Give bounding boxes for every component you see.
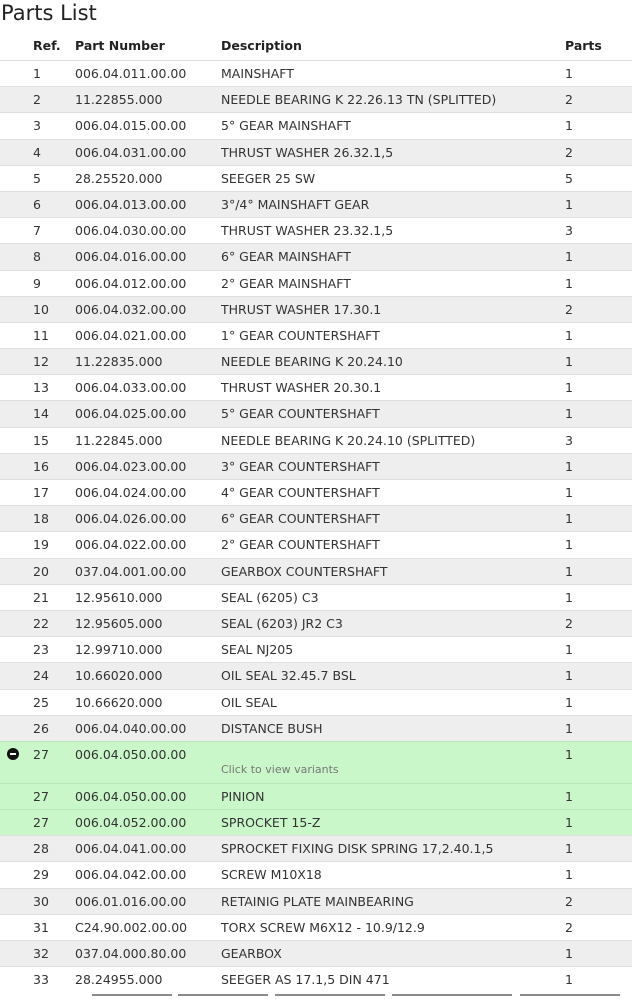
cell-ref: 20 — [33, 563, 49, 579]
table-row[interactable] — [0, 400, 632, 426]
table-row[interactable] — [0, 270, 632, 296]
cell-ref: 8 — [33, 249, 41, 265]
cell-ref: 27 — [33, 788, 49, 804]
cell-parts: 3 — [565, 223, 573, 239]
cell-parts: 2 — [565, 144, 573, 160]
cell-parts: 1 — [565, 485, 573, 500]
cell-ref: 10 — [33, 301, 49, 317]
cell-ref: 9 — [33, 275, 41, 291]
cut-off-footer-text — [0, 991, 632, 999]
table-row[interactable] — [0, 374, 632, 400]
cell-parts: 1 — [565, 563, 573, 579]
cell-parts: 1 — [565, 694, 573, 710]
cell-parts: 3 — [565, 432, 573, 448]
cell-parts: 1 — [565, 972, 573, 988]
cell-part-number: 006.04.052.00.00 — [75, 815, 187, 831]
cell-description: THRUST WASHER 20.30.1 — [221, 380, 382, 396]
cell-parts: 1 — [565, 118, 573, 134]
table-row[interactable] — [0, 783, 632, 809]
cell-description: THRUST WASHER 17.30.1 — [221, 301, 382, 317]
cell-description: MAINSHAFT — [221, 66, 294, 81]
cell-description: SEEGER 25 SW — [221, 170, 316, 186]
cell-ref: 17 — [33, 485, 49, 500]
cell-part-number: 10.66620.000 — [75, 694, 163, 710]
cell-part-number: 28.24955.000 — [75, 972, 163, 988]
table-row[interactable] — [0, 531, 632, 557]
cell-part-number: 11.22835.000 — [75, 354, 163, 370]
cell-part-number: 006.04.012.00.00 — [75, 275, 187, 291]
table-row[interactable] — [0, 139, 632, 165]
cell-part-number: 12.99710.000 — [75, 642, 163, 658]
cell-description: SPROCKET 15-Z — [221, 815, 321, 831]
table-row[interactable] — [0, 348, 632, 374]
cell-ref: 5 — [33, 170, 41, 186]
table-row[interactable] — [0, 558, 632, 584]
table-row[interactable] — [0, 479, 632, 505]
cell-ref: 11 — [33, 327, 49, 343]
cell-parts: 1 — [565, 642, 573, 658]
cell-parts: 1 — [565, 354, 573, 370]
header-ref: Ref. — [33, 38, 61, 53]
cell-ref: 27 — [33, 815, 49, 831]
cell-ref: 3 — [33, 118, 41, 134]
table-row[interactable] — [0, 86, 632, 112]
cell-description: SEAL (6203) JR2 C3 — [221, 615, 343, 631]
cell-part-number: 006.04.013.00.00 — [75, 196, 187, 212]
table-row[interactable] — [0, 165, 632, 191]
cell-parts: 2 — [565, 92, 573, 108]
cell-description: OIL SEAL — [221, 694, 277, 710]
cell-part-number: 006.04.033.00.00 — [75, 380, 187, 396]
table-row[interactable] — [0, 835, 632, 861]
table-row[interactable] — [0, 296, 632, 322]
cell-part-number: 037.04.001.00.00 — [75, 563, 187, 579]
cell-description: NEEDLE BEARING K 22.26.13 TN (SPLITTED) — [221, 92, 497, 108]
cell-description: RETAINIG PLATE MAINBEARING — [221, 893, 414, 909]
cell-description: GEARBOX COUNTERSHAFT — [221, 563, 388, 579]
cell-part-number: 006.04.022.00.00 — [75, 537, 187, 553]
cell-parts: 1 — [565, 511, 573, 527]
cell-description: 4° GEAR COUNTERSHAFT — [221, 485, 380, 500]
cell-part-number: 006.04.025.00.00 — [75, 406, 187, 422]
collapse-variants-icon[interactable] — [7, 748, 19, 760]
cell-description: SPROCKET FIXING DISK SPRING 17,2.40.1,5 — [221, 841, 494, 857]
cell-part-number: 006.04.030.00.00 — [75, 223, 187, 239]
cell-description: 6° GEAR MAINSHAFT — [221, 249, 351, 265]
cell-ref: 26 — [33, 720, 49, 736]
cell-part-number: 006.04.050.00.00 — [75, 746, 187, 762]
cell-parts: 1 — [565, 668, 573, 684]
cell-description: 6° GEAR COUNTERSHAFT — [221, 511, 380, 527]
cell-part-number: 006.04.023.00.00 — [75, 458, 187, 474]
cell-parts: 1 — [565, 946, 573, 961]
cell-part-number: 006.04.016.00.00 — [75, 249, 187, 265]
cell-description: GEARBOX — [221, 946, 282, 961]
cell-ref: 14 — [33, 406, 49, 422]
cell-ref: 23 — [33, 642, 49, 658]
cell-description: PINION — [221, 788, 265, 804]
cell-parts: 1 — [565, 815, 573, 831]
table-row[interactable] — [0, 940, 632, 966]
cell-ref: 21 — [33, 589, 49, 605]
table-header — [0, 34, 632, 60]
table-row[interactable] — [0, 715, 632, 741]
cell-description: 3°/4° MAINSHAFT GEAR — [221, 196, 370, 212]
cell-parts: 1 — [565, 66, 573, 81]
cell-parts: 1 — [565, 867, 573, 883]
table-row[interactable] — [0, 243, 632, 269]
cell-part-number: 006.04.050.00.00 — [75, 788, 187, 804]
cell-parts: 1 — [565, 196, 573, 212]
cell-parts: 1 — [565, 458, 573, 474]
cell-part-number: 28.25520.000 — [75, 170, 163, 186]
cell-parts: 1 — [565, 275, 573, 291]
cell-part-number: 10.66020.000 — [75, 668, 163, 684]
cell-ref: 29 — [33, 867, 49, 883]
table-row[interactable] — [0, 505, 632, 531]
cell-ref: 4 — [33, 144, 41, 160]
cell-parts: 1 — [565, 746, 573, 762]
table-row[interactable] — [0, 60, 632, 86]
cell-description: SEAL (6205) C3 — [221, 589, 319, 605]
cell-part-number: 12.95610.000 — [75, 589, 163, 605]
cell-description: SEEGER AS 17.1,5 DIN 471 — [221, 972, 390, 988]
cell-ref: 25 — [33, 694, 49, 710]
table-row[interactable] — [0, 861, 632, 887]
cell-description: 1° GEAR COUNTERSHAFT — [221, 327, 380, 343]
cell-parts: 1 — [565, 327, 573, 343]
cell-part-number: 006.04.021.00.00 — [75, 327, 187, 343]
cell-description: SEAL NJ205 — [221, 642, 294, 658]
cell-parts: 2 — [565, 919, 573, 935]
cell-parts: 1 — [565, 788, 573, 804]
cell-part-number: 006.01.016.00.00 — [75, 893, 187, 909]
cell-ref: 6 — [33, 196, 41, 212]
table-row[interactable] — [0, 610, 632, 636]
parts-table-body — [0, 60, 632, 992]
cell-ref: 30 — [33, 893, 49, 909]
cell-parts: 2 — [565, 893, 573, 909]
cell-description: OIL SEAL 32.45.7 BSL — [221, 668, 356, 684]
cell-description: 2° GEAR MAINSHAFT — [221, 275, 351, 291]
view-variants-link[interactable]: Click to view variants — [221, 762, 339, 776]
cell-description: TORX SCREW M6X12 - 10.9/12.9 — [221, 919, 425, 935]
table-row[interactable] — [0, 112, 632, 138]
cell-parts: 1 — [565, 589, 573, 605]
cell-ref: 19 — [33, 537, 49, 553]
cell-ref: 24 — [33, 668, 49, 684]
table-row[interactable] — [0, 636, 632, 662]
cell-description: 3° GEAR COUNTERSHAFT — [221, 458, 380, 474]
table-row[interactable] — [0, 914, 632, 940]
cell-part-number: 006.04.011.00.00 — [75, 66, 187, 81]
cell-parts: 2 — [565, 615, 573, 631]
cell-description: NEEDLE BEARING K 20.24.10 (SPLITTED) — [221, 432, 476, 448]
cell-ref: 12 — [33, 354, 49, 370]
table-row[interactable] — [0, 809, 632, 835]
cell-description: 5° GEAR COUNTERSHAFT — [221, 406, 380, 422]
cell-part-number: 037.04.000.80.00 — [75, 946, 187, 961]
table-row[interactable] — [0, 191, 632, 217]
cell-part-number: 12.95605.000 — [75, 615, 163, 631]
cell-part-number: 006.04.026.00.00 — [75, 511, 187, 527]
table-row[interactable] — [0, 689, 632, 715]
table-row[interactable] — [0, 741, 632, 783]
table-row[interactable] — [0, 322, 632, 348]
cell-part-number: 006.04.024.00.00 — [75, 485, 187, 500]
cell-ref: 15 — [33, 432, 49, 448]
table-row[interactable] — [0, 217, 632, 243]
cell-part-number: 006.04.032.00.00 — [75, 301, 187, 317]
cell-part-number: 11.22855.000 — [75, 92, 163, 108]
cell-ref: 22 — [33, 615, 49, 631]
cell-ref: 33 — [33, 972, 49, 988]
cell-part-number: C24.90.002.00.00 — [75, 919, 188, 935]
cell-description: DISTANCE BUSH — [221, 720, 323, 736]
cell-part-number: 006.04.040.00.00 — [75, 720, 187, 736]
cell-ref: 13 — [33, 380, 49, 396]
cell-parts: 1 — [565, 249, 573, 265]
cell-parts: 1 — [565, 841, 573, 857]
cell-ref: 16 — [33, 458, 49, 474]
cell-part-number: 006.04.042.00.00 — [75, 867, 187, 883]
cell-ref: 27 — [33, 746, 49, 762]
cell-description: SCREW M10X18 — [221, 867, 322, 883]
cell-parts: 1 — [565, 537, 573, 553]
cell-description: 2° GEAR COUNTERSHAFT — [221, 537, 380, 553]
cell-ref: 18 — [33, 511, 49, 527]
table-row[interactable] — [0, 662, 632, 688]
cell-parts: 2 — [565, 301, 573, 317]
cell-parts: 1 — [565, 720, 573, 736]
cell-description: NEEDLE BEARING K 20.24.10 — [221, 354, 403, 370]
header-description: Description — [221, 38, 302, 53]
cell-part-number: 006.04.041.00.00 — [75, 841, 187, 857]
table-row[interactable] — [0, 584, 632, 610]
cell-ref: 31 — [33, 919, 49, 935]
page-title: Parts List — [1, 1, 97, 25]
cell-description: THRUST WASHER 26.32.1,5 — [221, 144, 394, 160]
cell-description: THRUST WASHER 23.32.1,5 — [221, 223, 394, 239]
cell-parts: 5 — [565, 170, 573, 186]
header-parts: Parts — [565, 38, 602, 53]
table-row[interactable] — [0, 453, 632, 479]
header-part-number: Part Number — [75, 38, 165, 53]
cell-ref: 28 — [33, 841, 49, 857]
cell-ref: 32 — [33, 946, 49, 961]
cell-part-number: 006.04.015.00.00 — [75, 118, 187, 134]
cell-ref: 1 — [33, 66, 41, 81]
cell-description: 5° GEAR MAINSHAFT — [221, 118, 351, 134]
table-row[interactable] — [0, 888, 632, 914]
cell-ref: 7 — [33, 223, 41, 239]
cell-part-number: 11.22845.000 — [75, 432, 163, 448]
table-row[interactable] — [0, 427, 632, 453]
cell-parts: 1 — [565, 406, 573, 422]
table-row[interactable] — [0, 966, 632, 992]
cell-parts: 1 — [565, 380, 573, 396]
cell-ref: 2 — [33, 92, 41, 108]
cell-part-number: 006.04.031.00.00 — [75, 144, 187, 160]
